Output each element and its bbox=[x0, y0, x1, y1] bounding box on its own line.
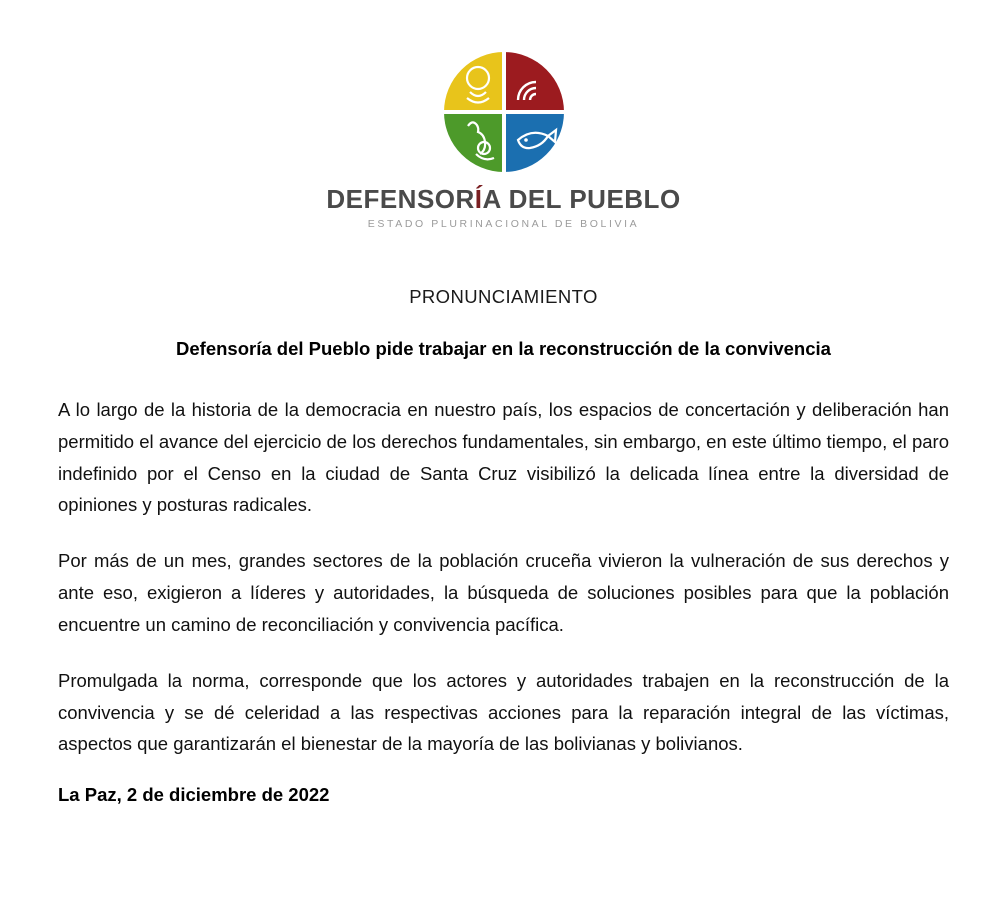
body-paragraph: Por más de un mes, grandes sectores de la población cruceña vivieron la vulneración de sus derechos y ante eso, exigieron a líderes y autoridades, la búsqueda de soluciones posibles para que la población encuentre un camino de reconciliación y convivencia pacífica. bbox=[58, 550, 949, 635]
document-kicker: PRONUNCIAMIENTO bbox=[409, 286, 598, 307]
logo-wordmark bbox=[326, 186, 680, 212]
defensoria-del-pueblo-emblem-icon bbox=[440, 48, 568, 176]
body-paragraph: Promulgada la norma, corresponde que los actores y autoridades trabajen en la reconstrucción de la convivencia y se dé celeridad a las respectivas acciones para la reparación integral de las víctimas, aspectos que garantizarán el bienestar de la mayoría de las bolivianas y bolivianos. bbox=[58, 669, 949, 755]
document-body bbox=[58, 394, 949, 806]
logo-block bbox=[58, 0, 949, 230]
document-signature: La Paz, 2 de diciembre de 2022 bbox=[58, 784, 330, 806]
logo-wordmark-suffix: A DEL PUEBLO bbox=[482, 184, 681, 214]
logo-wordmark-accent: Í bbox=[474, 184, 483, 214]
page-title: Defensoría del Pueblo pide trabajar en la reconstrucción de la convivencia bbox=[176, 338, 831, 359]
body-paragraph: A lo largo de la historia de la democracia en nuestro país, los espacios de concertación y deliberación han permitido el avance del ejercicio de los derechos fundamentales, sin embargo, en este último tiempo, el paro indefinido por el Censo en la ciudad de Santa Cruz visibilizó la delicada línea entre la diversidad de opiniones y posturas radicales. bbox=[58, 399, 949, 516]
logo-wordmark-prefix: DEFENSOR bbox=[326, 184, 475, 214]
logo-subline: ESTADO PLURINACIONAL DE BOLIVIA bbox=[367, 218, 640, 230]
